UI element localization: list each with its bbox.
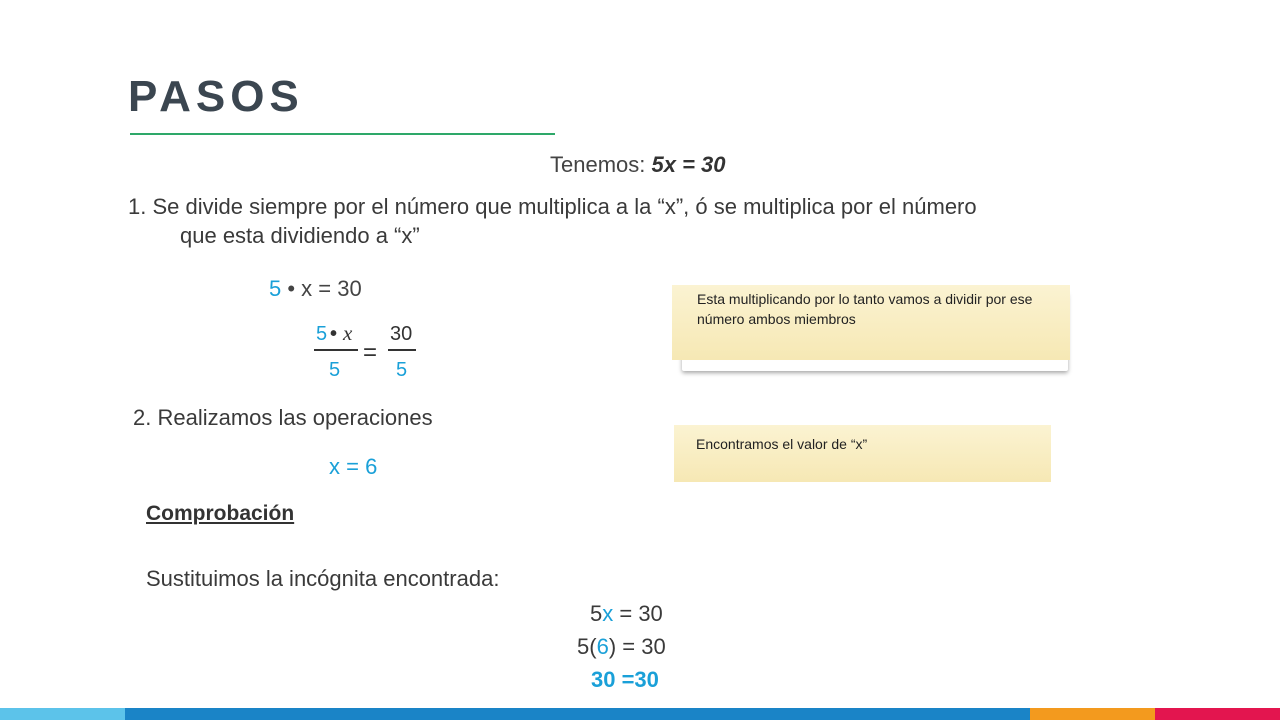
verify-2a: 5( [577, 634, 597, 659]
equation-step-1 [269, 276, 362, 302]
footer-seg-4 [1155, 708, 1280, 720]
eq1-coefficient: 5 [269, 276, 282, 301]
frac-den-left: 5 [329, 359, 341, 381]
verification-subtitle: Sustituimos la incógnita encontrada: [146, 566, 500, 591]
frac-equals: = [363, 339, 378, 366]
frac-num-var: x [343, 321, 353, 345]
title-underline [130, 133, 555, 135]
verify-2c: ) = 30 [608, 634, 666, 659]
verify-line-2 [577, 634, 666, 660]
verify-1a: 5 [590, 601, 603, 626]
step-2-text: 2. Realizamos las operaciones [133, 405, 433, 430]
eq1-rest: • x = 30 [281, 276, 362, 301]
given-equation [550, 152, 726, 178]
verify-1c: = 30 [613, 601, 663, 626]
verify-line-1 [590, 601, 663, 627]
verification-heading: Comprobación [146, 502, 295, 525]
footer-seg-2 [125, 708, 1030, 720]
frac-num-left: 5 [316, 323, 328, 345]
footer-seg-1 [0, 708, 125, 720]
verify-line-3: 30 =30 [591, 667, 659, 692]
frac-num-right: 30 [390, 323, 413, 345]
note-2-callout [674, 425, 1051, 482]
frac-num-dot: • [330, 323, 338, 345]
given-label: Tenemos: [550, 152, 646, 177]
verify-2b: 6 [596, 634, 609, 659]
note-1-callout [672, 285, 1070, 360]
footer-color-bar [0, 708, 1280, 720]
step-1-line-1: 1. Se divide siempre por el número que multiplica a la “x”, ó se multiplica por el número [128, 194, 977, 219]
verify-1b: x [602, 601, 614, 626]
note-2-text: Encontramos el valor de “x” [696, 436, 868, 452]
equation-result: x = 6 [329, 454, 378, 479]
step-1-line-2: que esta dividiendo a “x” [180, 223, 420, 248]
note-1-text: Esta multiplicando por lo tanto vamos a dividir por ese número ambos miembros [697, 291, 1033, 327]
given-eq: 5x = 30 [651, 152, 726, 177]
fraction-equation-image [312, 318, 422, 384]
slide-title: PASOS [128, 72, 304, 121]
footer-seg-3 [1030, 708, 1155, 720]
step-1-text [128, 192, 1210, 250]
frac-den-right: 5 [396, 359, 408, 381]
